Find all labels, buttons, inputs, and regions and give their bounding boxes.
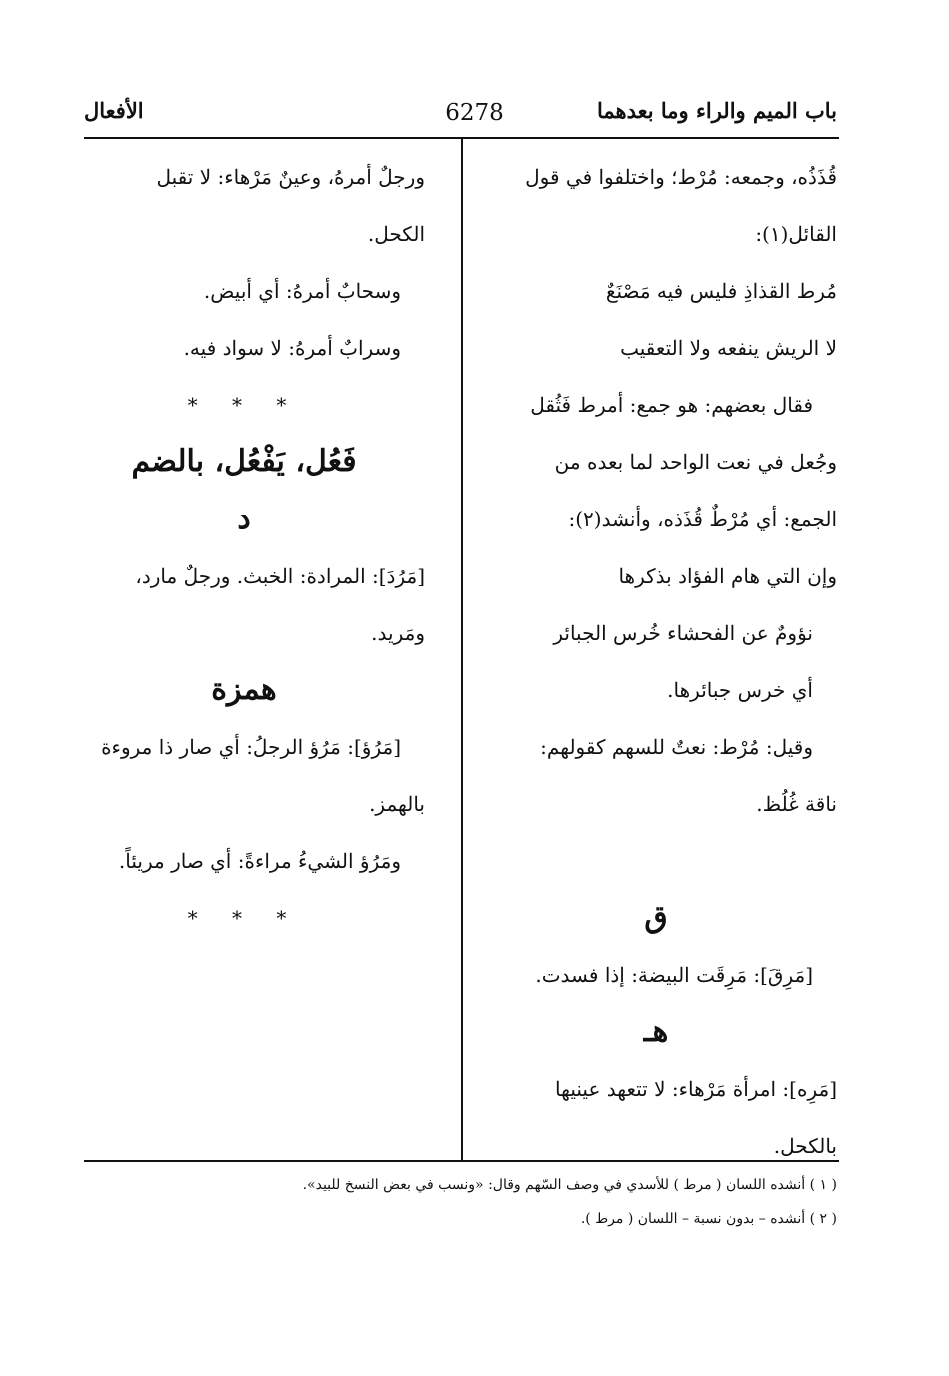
running-header-chapter: باب الميم والراء وما بعدهما	[596, 98, 837, 123]
footnote-2: ( ٢ ) أنشده – بدون نسبة – اللسان ( مرط ).	[580, 1211, 837, 1227]
verse-line: مُرط القذاذِ فليس فيه مَصْنَعٌ	[605, 278, 837, 303]
right-column	[475, 148, 837, 1174]
blank-line	[475, 832, 837, 889]
verse-line: وإن التي هام الفؤاد بذكرها	[618, 563, 837, 588]
left-column	[63, 148, 425, 946]
section-divider-stars: * * *	[187, 905, 301, 930]
text-line: ومَرُؤ الشيءُ مراءةً: أي صار مريئاً.	[118, 848, 401, 873]
text-line: القائل(١):	[755, 221, 837, 246]
letter-heading-ha: هـ	[643, 1013, 669, 1049]
text-line: وجُعل في نعت الواحد لما بعده من	[554, 449, 837, 474]
letter-heading-hamza: همزة	[211, 671, 277, 707]
section-heading: فَعُل، يَفْعُل، بالضم	[131, 443, 357, 479]
page-number: 6278	[445, 100, 504, 126]
text-line: ورجلٌ أمرهُ، وعينٌ مَرْهاء: لا تقبل	[156, 164, 425, 189]
entry-line: [مَرِه]: امرأة مَرْهاء: لا تتعهد عينيها	[555, 1076, 837, 1101]
section-divider-stars: * * *	[187, 392, 301, 417]
column-separator	[461, 138, 463, 1160]
text-line: بالهمز.	[369, 791, 425, 816]
text-line: فقال بعضهم: هو جمع: أمرط فَثُقل	[530, 392, 813, 417]
letter-heading-qaf: ق	[644, 899, 668, 935]
letter-heading-dal: د	[237, 500, 251, 536]
text-line: وقيل: مُرْط: نعتٌ للسهم كقولهم:	[540, 734, 813, 759]
running-header-section: الأفعال	[84, 98, 144, 123]
text-line: ناقة غُلُظ.	[756, 791, 837, 816]
text-line: الجمع: أي مُرْطٌ قُذَذه، وأنشد(٢):	[568, 506, 837, 531]
entry-line: [مَرُؤ]: مَرُؤ الرجلُ: أي صار ذا مروءة	[101, 734, 401, 759]
text-line: قُذَذُه، وجمعه: مُرْط؛ واختلفوا في قول	[525, 164, 837, 189]
entry-line: [مَرِقَ]: مَرِقَت البيضة: إذا فسدت.	[535, 962, 813, 987]
entry-line: [مَرُدَ]: المرادة: الخبث. ورجلٌ مارد،	[135, 563, 425, 588]
text-line: وسرابٌ أمرهُ: لا سواد فيه.	[183, 335, 401, 360]
verse-line: لا الريش ينفعه ولا التعقيب	[620, 335, 837, 360]
text-line: بالكحل.	[773, 1133, 837, 1158]
text-line: الكحل.	[367, 221, 425, 246]
text-line: أي خرس جبائرها.	[667, 677, 813, 702]
footnote-1: ( ١ ) أنشده اللسان ( مرط ) للأسدي في وصف السّهم وقال: «ونسب في بعض النسخ للبيد».	[302, 1177, 837, 1193]
text-line: وسحابٌ أمرهُ: أي أبيض.	[203, 278, 401, 303]
verse-line: نؤومٌ عن الفحشاء خُرس الجبائر	[553, 620, 813, 645]
footnotes	[82, 1168, 837, 1236]
text-line: ومَريد.	[371, 620, 425, 645]
